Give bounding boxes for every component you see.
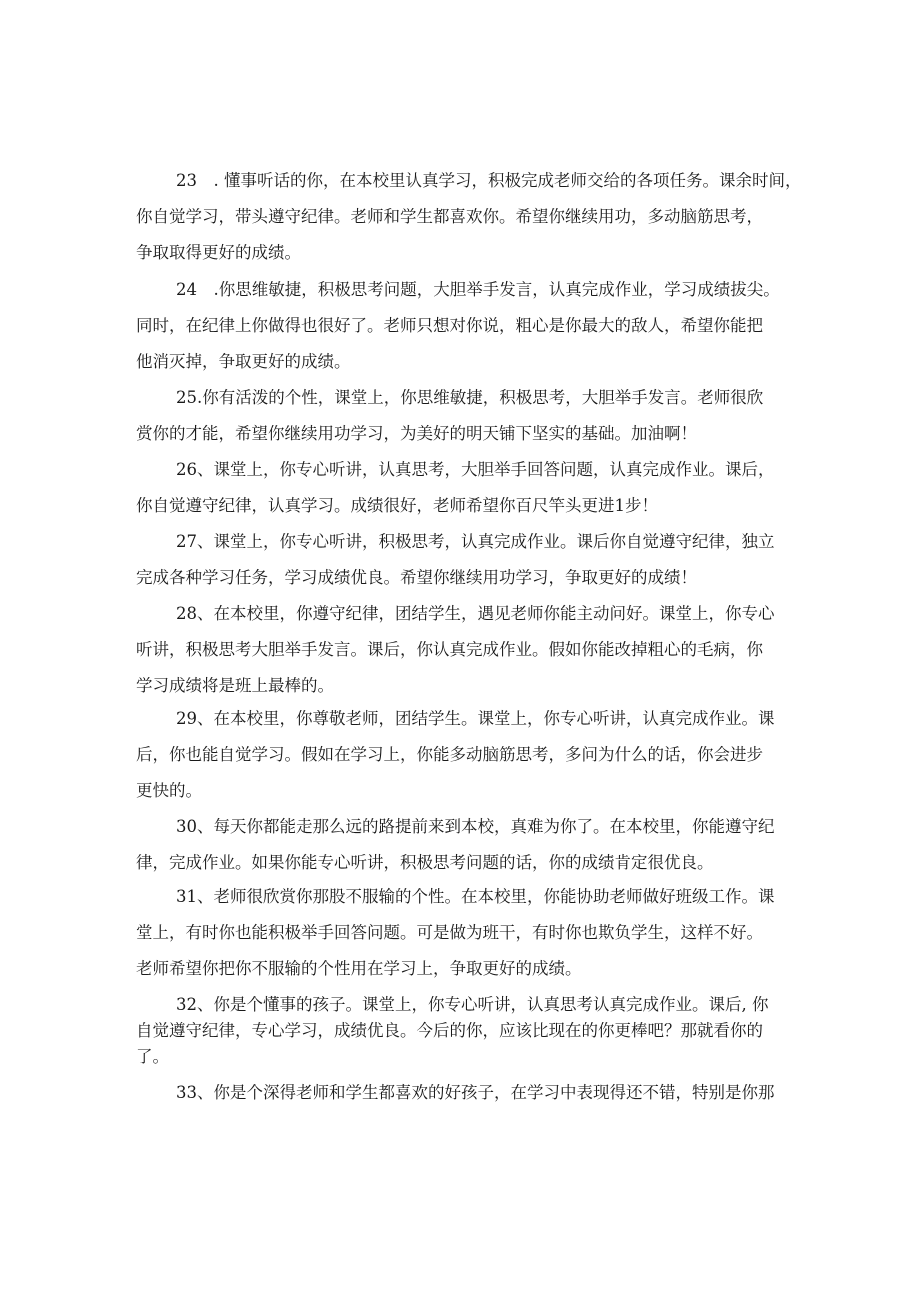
comment-paragraph-33	[136, 1075, 812, 1111]
comment-paragraph-26	[136, 452, 812, 524]
comment-paragraph-25	[136, 380, 812, 452]
paragraph-line: 32、你是个懂事的孩子。课堂上，你专心听讲，认真思考认真完成作业。课后, 你	[176, 995, 769, 1014]
paragraph-line: 23 . 懂事听话的你，在本校里认真学习，积极完成老师交给的各项任务。课余时间，	[176, 171, 802, 190]
comment-paragraph-32	[136, 992, 812, 1070]
comment-paragraph-31	[136, 879, 812, 987]
paragraph-line: 31、老师很欣赏你那股不服输的个性。在本校里，你能协助老师做好班级工作。课	[176, 887, 775, 906]
paragraph-line: 学习成绩将是班上最棒的。	[136, 676, 334, 695]
paragraph-line: 了。	[136, 1047, 169, 1066]
comment-paragraph-28	[136, 596, 812, 704]
paragraph-line: 26、课堂上，你专心听讲，认真思考，大胆举手回答问题，认真完成作业。课后，	[176, 460, 775, 479]
paragraph-line: 33、你是个深得老师和学生都喜欢的好孩子，在学习中表现得还不错，特别是你那	[176, 1083, 775, 1102]
paragraph-line: 30、每天你都能走那么远的路提前来到本校，真难为你了。在本校里，你能遵守纪	[176, 817, 775, 836]
paragraph-line: 完成各种学习任务，学习成绩优良。希望你继续用功学习，争取更好的成绩！	[136, 568, 697, 587]
paragraph-line: 25.你有活泼的个性，课堂上，你思维敏捷，积极思考，大胆举手发言。老师很欣	[176, 388, 764, 407]
paragraph-line: 自觉遵守纪律，专心学习，成绩优良。今后的你，应该比现在的你更棒吧？那就看你的	[136, 1021, 763, 1040]
paragraph-line: 同时，在纪律上你做得也很好了。老师只想对你说，粗心是你最大的敌人，希望你能把	[136, 316, 763, 335]
paragraph-line: 堂上，有时你也能积极举手回答问题。可是做为班干，有时你也欺负学生，这样不好。	[136, 923, 763, 942]
paragraph-line: 他消灭掉，争取更好的成绩。	[136, 352, 351, 371]
paragraph-line: 更快的。	[136, 781, 202, 800]
paragraph-line: 24 .你思维敏捷，积极思考问题，大胆举手发言，认真完成作业，学习成绩拔尖。	[176, 280, 780, 299]
paragraph-line: 赏你的才能，希望你继续用功学习，为美好的明天铺下坚实的基础。加油啊！	[136, 424, 697, 443]
paragraph-line: 听讲，积极思考大胆举手发言。课后，你认真完成作业。假如你能改掉粗心的毛病，你	[136, 640, 763, 659]
paragraph-line: 争取取得更好的成绩。	[136, 243, 301, 262]
comment-paragraph-27	[136, 524, 812, 596]
comment-paragraph-24	[136, 272, 812, 380]
comment-paragraph-30	[136, 809, 812, 881]
paragraph-line: 你自觉遵守纪律，认真学习。成绩很好，老师希望你百尺竿头更进1步！	[136, 496, 658, 515]
paragraph-line: 你自觉学习，带头遵守纪律。老师和学生都喜欢你。希望你继续用功，多动脑筋思考，	[136, 207, 763, 226]
paragraph-line: 29、在本校里，你尊敬老师，团结学生。课堂上，你专心听讲，认真完成作业。课	[176, 709, 775, 728]
paragraph-line: 后，你也能自觉学习。假如在学习上，你能多动脑筋思考，多问为什么的话，你会进步	[136, 745, 763, 764]
paragraph-line: 老师希望你把你不服输的个性用在学习上，争取更好的成绩。	[136, 959, 582, 978]
comment-paragraph-29	[136, 701, 812, 809]
paragraph-line: 27、课堂上，你专心听讲，积极思考，认真完成作业。课后你自觉遵守纪律，独立	[176, 532, 775, 551]
paragraph-line: 律，完成作业。如果你能专心听讲，积极思考问题的话，你的成绩肯定很优良。	[136, 853, 714, 872]
comment-paragraph-23	[136, 163, 812, 271]
paragraph-line: 28、在本校里，你遵守纪律，团结学生，遇见老师你能主动问好。课堂上，你专心	[176, 604, 775, 623]
